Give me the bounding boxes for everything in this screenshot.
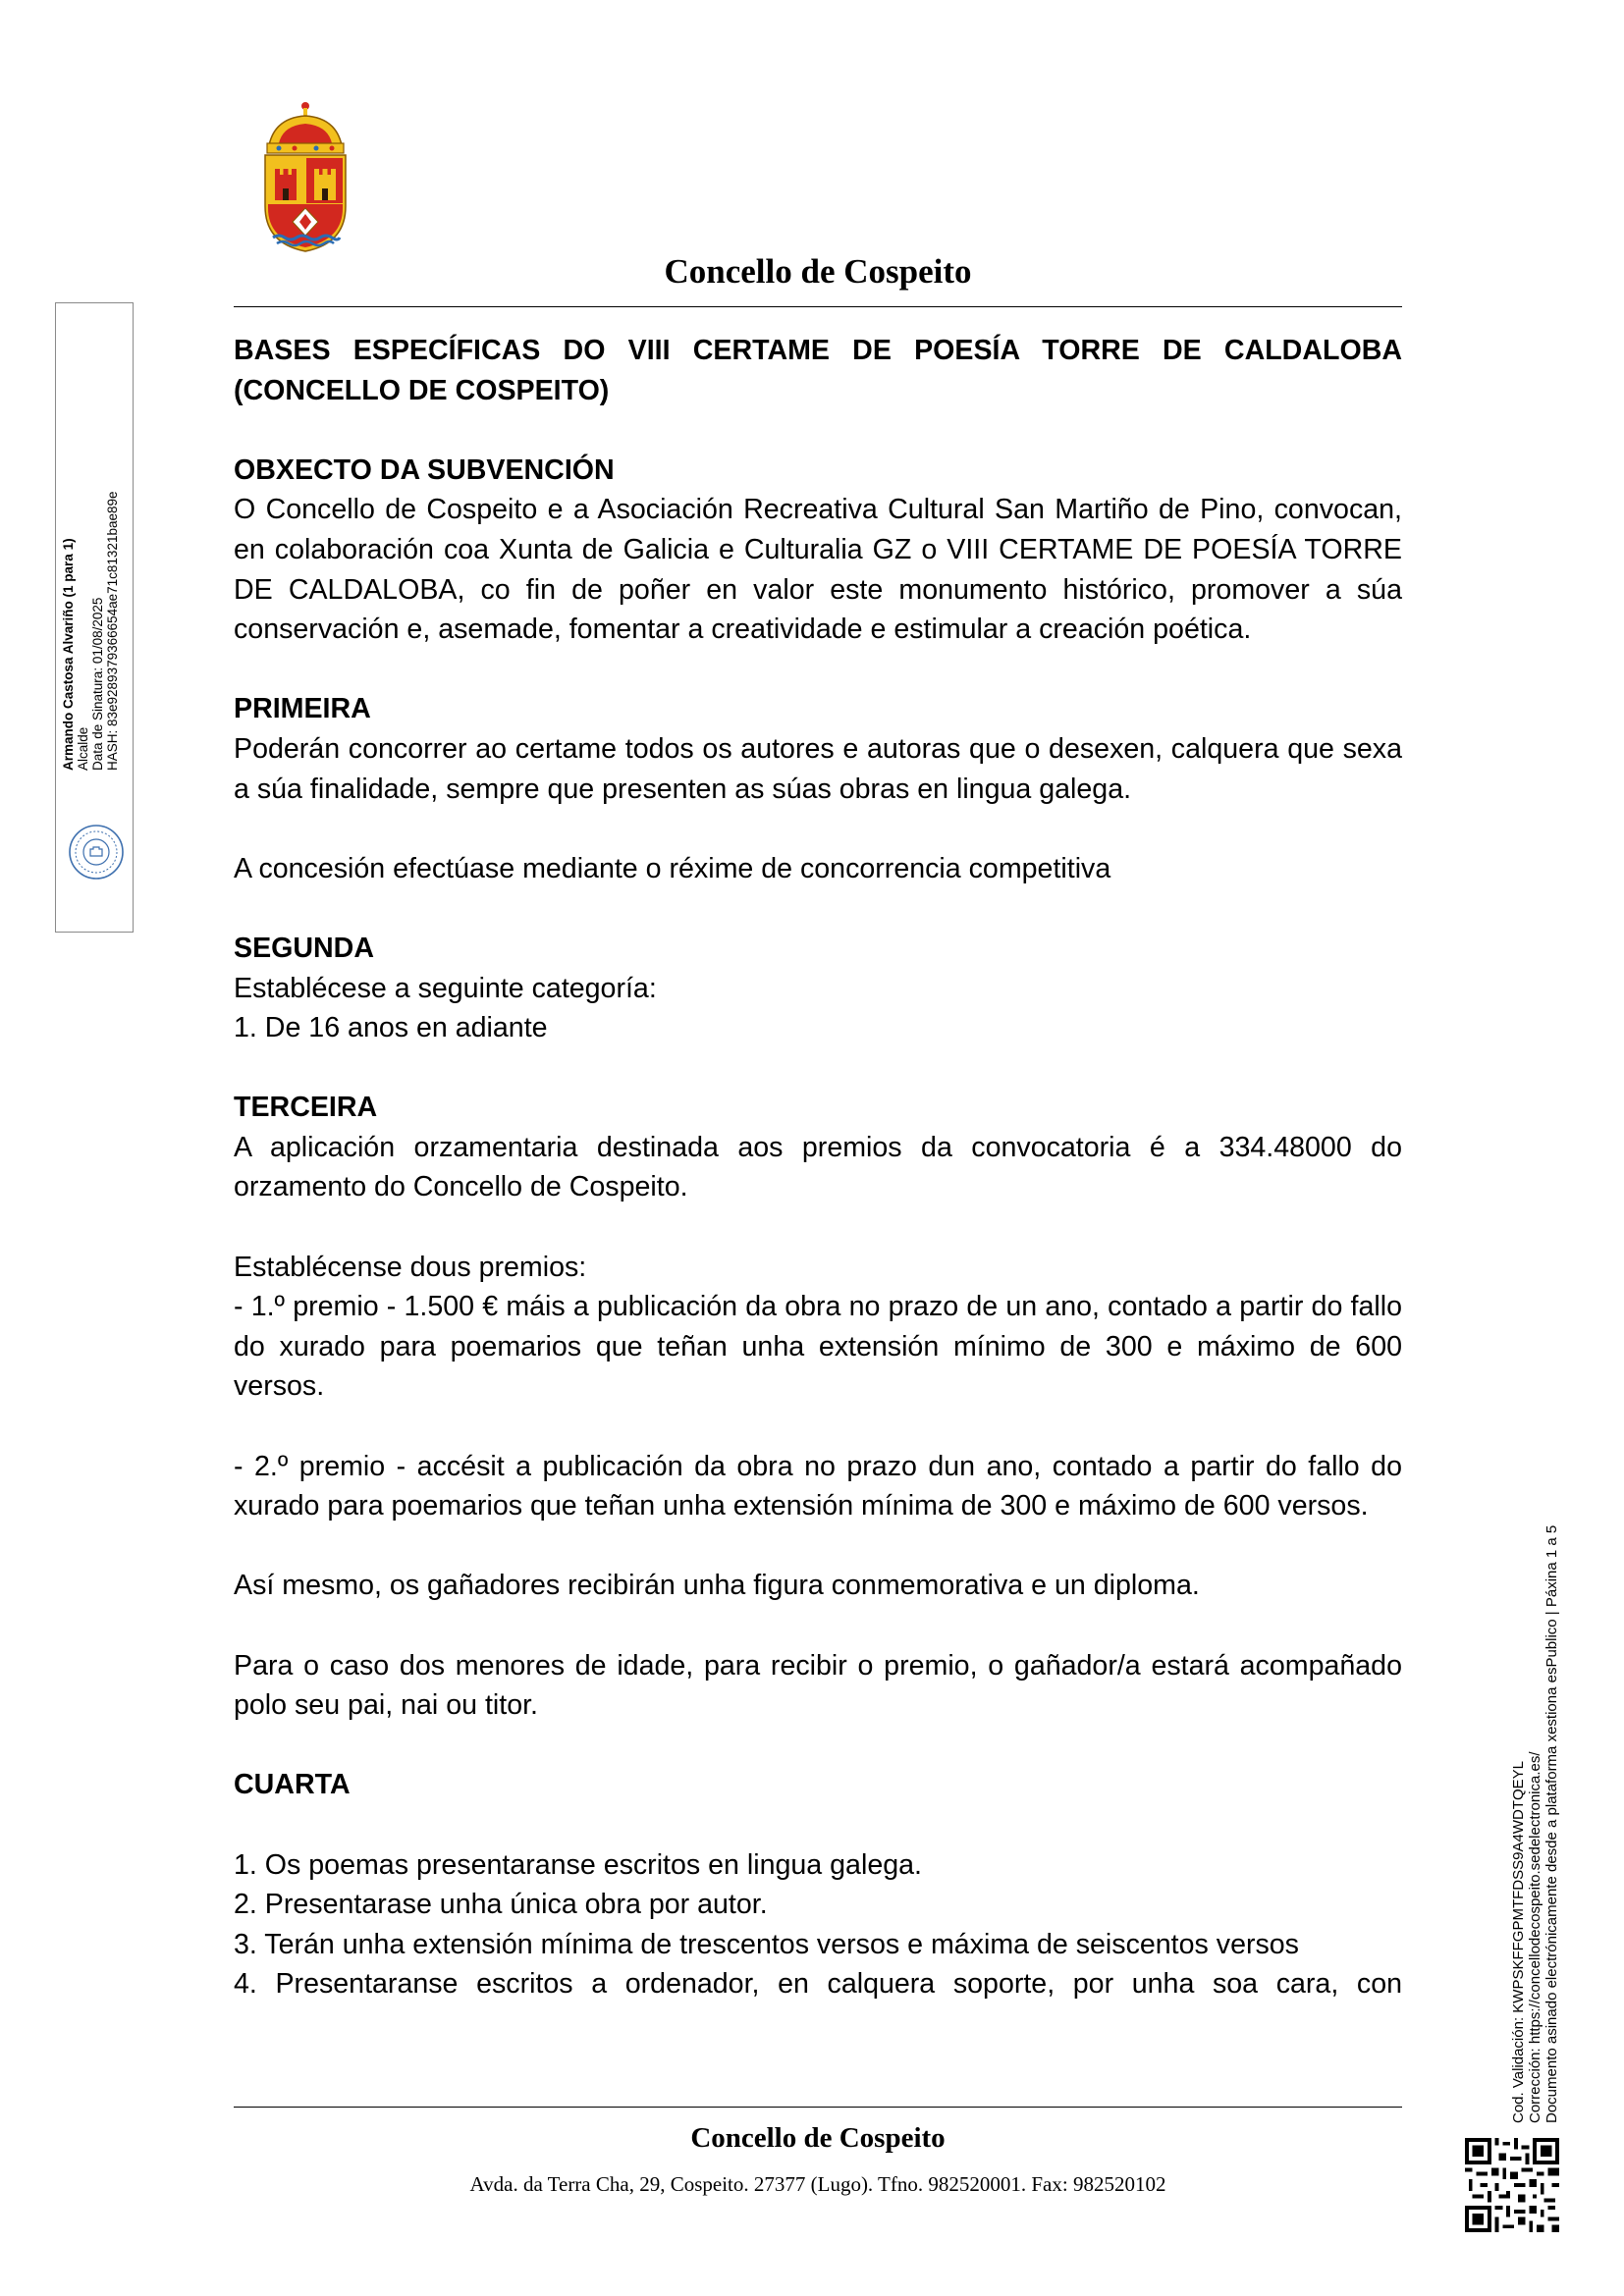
paragraph: Para o caso dos menores de idade, para recibir o premio, o gañador/a estará acompañado polo seu pai, nai ou titor. [234,1649,1402,1722]
footer-address: Avda. da Terra Cha, 29, Cospeito. 27377 (Lugo). Tfno. 982520001. Fax: 982520102 [469,2172,1166,2196]
paragraph-line: Establécese a seguinte categoría: [234,972,657,1004]
list-item: - 2.º premio - accésit a publicación da obra no prazo dun ano, contado a partir do fallo do xurado para poemarios que teñan unha extensión mínima de 300 e máximo de 600 versos. [234,1450,1402,1522]
list-item: 3. Terán unha extensión mínima de trescentos versos e máxima de seiscentos versos [234,1928,1299,1960]
document-title: BASES ESPECÍFICAS DO VIII CERTAME DE POESÍA TORRE DE CALDALOBA (CONCELLO DE COSPEITO) [234,335,1402,406]
validation-text [1510,1436,1560,2123]
validation-code: Cod. Validación: KWPSKFFGPMTFDSS9A4WDTQEYL [1510,1761,1527,2123]
list-item: 4. Presentaranse escritos a ordenador, en calquera soporte, por unha soa cara, con [234,1968,1402,2001]
header-title: Concello de Cospeito [664,252,972,291]
signer-name: Armando Castosa Alvariño (1 para 1) [61,538,76,771]
list-item: 1. Os poemas presentaranse escritos en lingua galega. [234,1848,922,1881]
validation-platform: Documento asinado electrónicamente desde a plataforma xestiona esPublico | Páxina 1 a 5 [1543,1524,1560,2123]
section-heading: TERCEIRA [234,1092,378,1124]
paragraph: Poderán concorrer ao certame todos os autores e autoras que o desexen, calquera que sexa a súa finalidade, sempre que presenten as súas obras en lingua galega. [234,732,1402,805]
section-heading: CUARTA [234,1769,351,1801]
list-item: 2. Presentarase unha única obra por autor. [234,1889,768,1921]
section-heading: PRIMEIRA [234,693,371,725]
paragraph-line: 1. De 16 anos en adiante [234,1012,548,1044]
official-seal-icon [67,823,126,881]
signature-hash: HASH: 83e9289379366654ae71c81321bae89e [105,491,120,771]
paragraph-line: Establécense dous premios: [234,1251,587,1283]
paragraph: A concesión efectúase mediante o réxime de concorrencia competitiva [234,852,1111,884]
paragraph: O Concello de Cospeito e a Asociación Recreativa Cultural San Martiño de Pino, convocan, en colaboración coa Xunta de Galicia e Culturalia GZ o VIII CERTAME DE POESÍA TORRE DE CALDALOBA, co fin de poñer en valor este monumento histórico, promover a súa conservación e, asemade, fomentar a creatividade e estimular a creación poética. [234,494,1402,646]
validation-url: Corrección: https://concellodecospeito.sedelectronica.es/ [1527,1751,1543,2123]
paragraph: Así mesmo, os gañadores recibirán unha figura conmemorativa e un diploma. [234,1570,1200,1602]
footer-divider [234,2107,1402,2108]
signature-text [61,476,120,771]
document-body [234,331,1402,2004]
footer-title: Concello de Cospeito [690,2122,946,2154]
section-heading: OBXECTO DA SUBVENCIÓN [234,454,615,486]
qr-code-icon [1465,2138,1559,2232]
section-heading: SEGUNDA [234,932,374,964]
list-item: - 1.º premio - 1.500 € máis a publicación da obra no prazo de un ano, contado a partir do fallo do xurado para poemarios que teñan unha extensión mínimo de 300 e máximo de 600 versos. [234,1291,1402,1403]
paragraph: A aplicación orzamentaria destinada aos premios da convocatoria é a 334.48000 do orzamento do Concello de Cospeito. [234,1131,1402,1203]
coat-of-arms-icon [257,98,353,255]
signature-date: Data de Sinatura: 01/08/2025 [90,597,105,771]
header-divider [234,306,1402,307]
signer-role: Alcalde [76,726,90,771]
